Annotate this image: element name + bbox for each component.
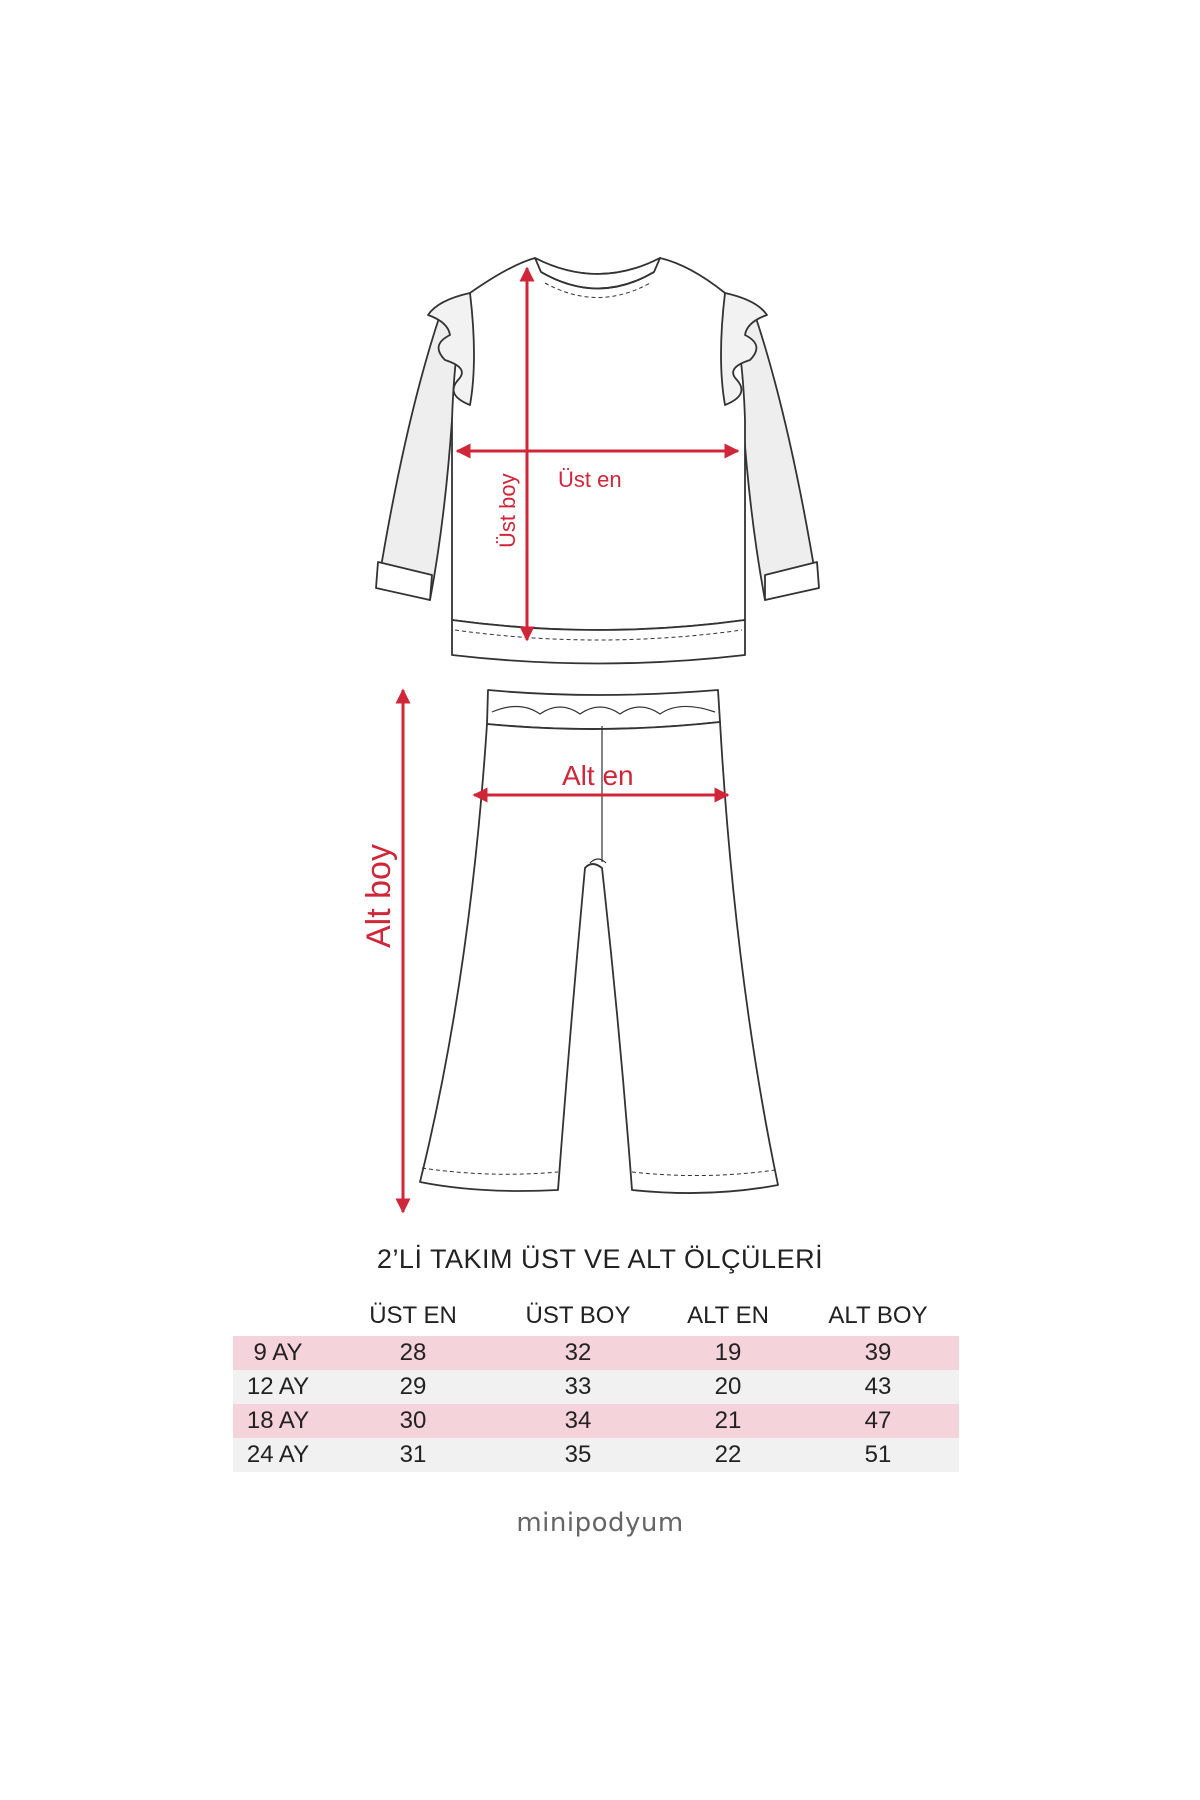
ust-en-cell: 29: [399, 1373, 427, 1400]
brand-logo: minipodyum: [516, 1508, 684, 1538]
table-row: [233, 1336, 959, 1370]
table-header-alt-en: ALT EN: [687, 1302, 769, 1329]
alt-boy-cell: 43: [864, 1373, 892, 1400]
alt-en-cell: 19: [714, 1339, 742, 1366]
alt-en-label: Alt en: [562, 760, 634, 791]
alt-en-cell: 20: [714, 1373, 742, 1400]
table-header-row: [233, 1296, 959, 1336]
size-cell: 9 AY: [253, 1339, 303, 1366]
ust-boy-cell: 32: [564, 1339, 592, 1366]
alt-boy-label: Alt boy: [360, 844, 398, 948]
size-cell: 24 AY: [246, 1441, 310, 1468]
table-row: [233, 1370, 959, 1404]
ust-boy-label: Üst boy: [495, 473, 520, 548]
alt-en-cell: 22: [714, 1441, 742, 1468]
table-header-ust-en: ÜST EN: [369, 1302, 457, 1329]
size-table-title: 2’Lİ TAKIM ÜST VE ALT ÖLÇÜLERİ: [376, 1244, 824, 1274]
ust-en-cell: 31: [399, 1441, 427, 1468]
ust-en-label: Üst en: [558, 467, 622, 492]
ust-boy-cell: 34: [564, 1407, 592, 1434]
ust-en-cell: 28: [399, 1339, 427, 1366]
table-header-ust-boy: ÜST BOY: [525, 1302, 631, 1329]
table-row: [233, 1404, 959, 1438]
size-cell: 12 AY: [246, 1373, 310, 1400]
alt-en-cell: 21: [714, 1407, 742, 1434]
size-table: [233, 1296, 959, 1472]
ust-boy-cell: 33: [564, 1373, 592, 1400]
alt-boy-cell: 47: [864, 1407, 892, 1434]
ust-boy-cell: 35: [564, 1441, 592, 1468]
ust-en-cell: 30: [399, 1407, 427, 1434]
size-cell: 18 AY: [246, 1407, 310, 1434]
table-header-alt-boy: ALT BOY: [828, 1302, 928, 1329]
alt-boy-cell: 39: [864, 1339, 892, 1366]
table-row: [233, 1438, 959, 1472]
sweatshirt-drawing: [376, 258, 819, 664]
table-header-size: [233, 1296, 323, 1336]
alt-boy-cell: 51: [864, 1441, 892, 1468]
